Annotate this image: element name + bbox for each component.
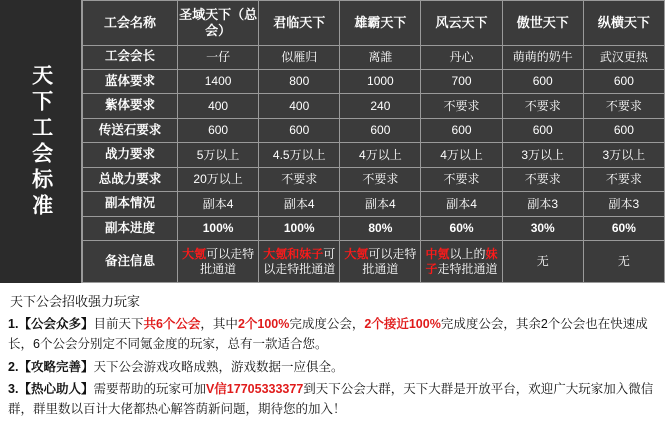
recruit-title: 天下公会招收强力玩家 — [10, 294, 141, 309]
note-cell — [259, 241, 340, 283]
recruit-highlight: 共6个公会 — [143, 317, 201, 331]
table-cell: 副本4 — [421, 192, 502, 216]
poster-side-title — [0, 0, 82, 283]
table-cell: 离誰 — [340, 45, 421, 69]
recruit-text: ，其中 — [200, 317, 238, 331]
note-text: 可以走特批通道 — [362, 246, 417, 276]
note-highlight: 妹子 — [425, 246, 498, 276]
table-cell: 20万以上 — [178, 167, 259, 191]
table-row — [83, 45, 665, 69]
note-text: 走特批通道 — [437, 261, 498, 276]
table-cell: 萌萌的奶牛 — [502, 45, 583, 69]
col-header-6: 纵横天下 — [583, 1, 664, 46]
recruit-text: 到天下公会大群，天下大群是开放平台，欢迎广大玩家加入微信群，群里数以百计大佬都热心解答荫新问题，期待您的加入！ — [8, 381, 654, 416]
table-cell: 不要求 — [583, 167, 664, 191]
note-cell — [502, 241, 583, 283]
table-row — [83, 118, 665, 142]
recruit-highlight: V信17705333377 — [205, 381, 304, 396]
recruit-text: 目前天下 — [93, 317, 144, 331]
table-cell: 600 — [178, 118, 259, 142]
table-cell: 一仔 — [178, 45, 259, 69]
note-text: 无 — [617, 254, 630, 269]
note-text: 可以走特批通道 — [200, 246, 255, 276]
table-cell: 似雁归 — [259, 45, 340, 69]
recruit-item-number: 3. — [8, 381, 19, 396]
recruit-text: 需要帮助的玩家可加 — [93, 381, 206, 396]
row-header: 副本情况 — [83, 192, 178, 216]
recruit-item — [8, 357, 657, 377]
table-cell: 600 — [502, 70, 583, 94]
table-body — [83, 1, 665, 283]
table-cell: 60% — [421, 216, 502, 240]
note-text: 可以走特批通道 — [263, 246, 336, 276]
col-header-2: 君临天下 — [259, 1, 340, 46]
table-row — [83, 192, 665, 216]
table-cell: 600 — [259, 118, 340, 142]
note-highlight: 大氪 — [344, 246, 369, 261]
recruit-item-tag: 【攻略完善】 — [18, 359, 94, 374]
table-cell: 不要求 — [502, 167, 583, 191]
note-highlight: 中氪 — [425, 246, 450, 261]
note-cell — [178, 241, 259, 283]
table-row — [83, 94, 665, 118]
table-cell: 600 — [340, 118, 421, 142]
recruit-text: 天下公会游戏攻略成熟，游戏数据一应俱全。 — [93, 359, 344, 374]
row-header: 总战力要求 — [83, 167, 178, 191]
table-cell: 4万以上 — [340, 143, 421, 167]
guild-standard-table — [82, 0, 665, 283]
table-cell: 100% — [259, 216, 340, 240]
col-header-1: 圣域天下（总会） — [178, 1, 259, 46]
table-cell: 丹心 — [421, 45, 502, 69]
note-cell — [340, 241, 421, 283]
table-cell: 副本3 — [502, 192, 583, 216]
table-cell: 不要求 — [583, 94, 664, 118]
table-cell: 武汉更热 — [583, 45, 664, 69]
table-cell: 不要求 — [259, 167, 340, 191]
row-header: 蓝体要求 — [83, 70, 178, 94]
table-cell: 700 — [421, 70, 502, 94]
col-header-0: 工会名称 — [83, 1, 178, 46]
table-cell: 副本4 — [178, 192, 259, 216]
recruit-highlight: 2个100% — [237, 317, 290, 331]
row-header: 副本进度 — [83, 216, 178, 240]
table-row — [83, 167, 665, 191]
note-cell — [421, 241, 502, 283]
table-cell: 5万以上 — [178, 143, 259, 167]
table-cell: 副本4 — [259, 192, 340, 216]
table-cell: 1000 — [340, 70, 421, 94]
table-cell: 400 — [178, 94, 259, 118]
recruit-text-block — [0, 283, 665, 434]
recruit-item — [8, 379, 657, 420]
row-header: 工会会长 — [83, 45, 178, 69]
recruit-text: 完成度公会， — [289, 317, 365, 331]
table-cell: 60% — [583, 216, 664, 240]
col-header-4: 风云天下 — [421, 1, 502, 46]
table-cell: 不要求 — [421, 94, 502, 118]
table-header-row — [83, 1, 665, 46]
table-cell: 800 — [259, 70, 340, 94]
table-cell: 不要求 — [340, 167, 421, 191]
col-header-3: 雄霸天下 — [340, 1, 421, 46]
table-cell: 600 — [502, 118, 583, 142]
col-header-5: 傲世天下 — [502, 1, 583, 46]
table-cell: 3万以上 — [502, 143, 583, 167]
poster-side-title-text: 天下工会标准 — [29, 63, 53, 220]
recruit-item — [8, 314, 657, 355]
table-cell: 600 — [421, 118, 502, 142]
recruit-item-number: 2. — [8, 359, 19, 374]
table-cell: 30% — [502, 216, 583, 240]
table-row — [83, 143, 665, 167]
table-cell: 3万以上 — [583, 143, 664, 167]
table-cell: 不要求 — [421, 167, 502, 191]
recruit-item-number: 1. — [8, 317, 19, 331]
table-cell: 4万以上 — [421, 143, 502, 167]
table-row — [83, 70, 665, 94]
table-cell: 副本4 — [340, 192, 421, 216]
note-text: 以上的 — [449, 246, 486, 261]
row-header: 战力要求 — [83, 143, 178, 167]
recruit-text: 其余2个公会也在快速成长，6个公会分别定不同氪金度的玩家，总有一款适合您。 — [8, 317, 648, 352]
table-cell: 600 — [583, 70, 664, 94]
table-row-note — [83, 241, 665, 283]
table-cell: 副本3 — [583, 192, 664, 216]
recruit-item-list — [8, 314, 657, 419]
note-text: 无 — [536, 254, 549, 269]
row-header: 紫体要求 — [83, 94, 178, 118]
table-cell: 80% — [340, 216, 421, 240]
recruit-item-tag: 【热心助人】 — [18, 381, 94, 396]
table-cell: 600 — [583, 118, 664, 142]
recruit-highlight: 2个接近100% — [364, 317, 441, 331]
row-header: 传送石要求 — [83, 118, 178, 142]
note-highlight: 大氪 — [182, 246, 207, 261]
table-cell: 100% — [178, 216, 259, 240]
row-header: 备注信息 — [83, 241, 178, 283]
table-cell: 4.5万以上 — [259, 143, 340, 167]
note-cell — [583, 241, 664, 283]
table-cell: 240 — [340, 94, 421, 118]
note-highlight: 大氪和妹子 — [263, 246, 324, 261]
recruit-item-tag: 【公会众多】 — [18, 317, 94, 331]
recruit-text: 完成度公会， — [440, 317, 516, 331]
table-cell: 1400 — [178, 70, 259, 94]
table-cell: 不要求 — [502, 94, 583, 118]
table-cell: 400 — [259, 94, 340, 118]
table-row — [83, 216, 665, 240]
